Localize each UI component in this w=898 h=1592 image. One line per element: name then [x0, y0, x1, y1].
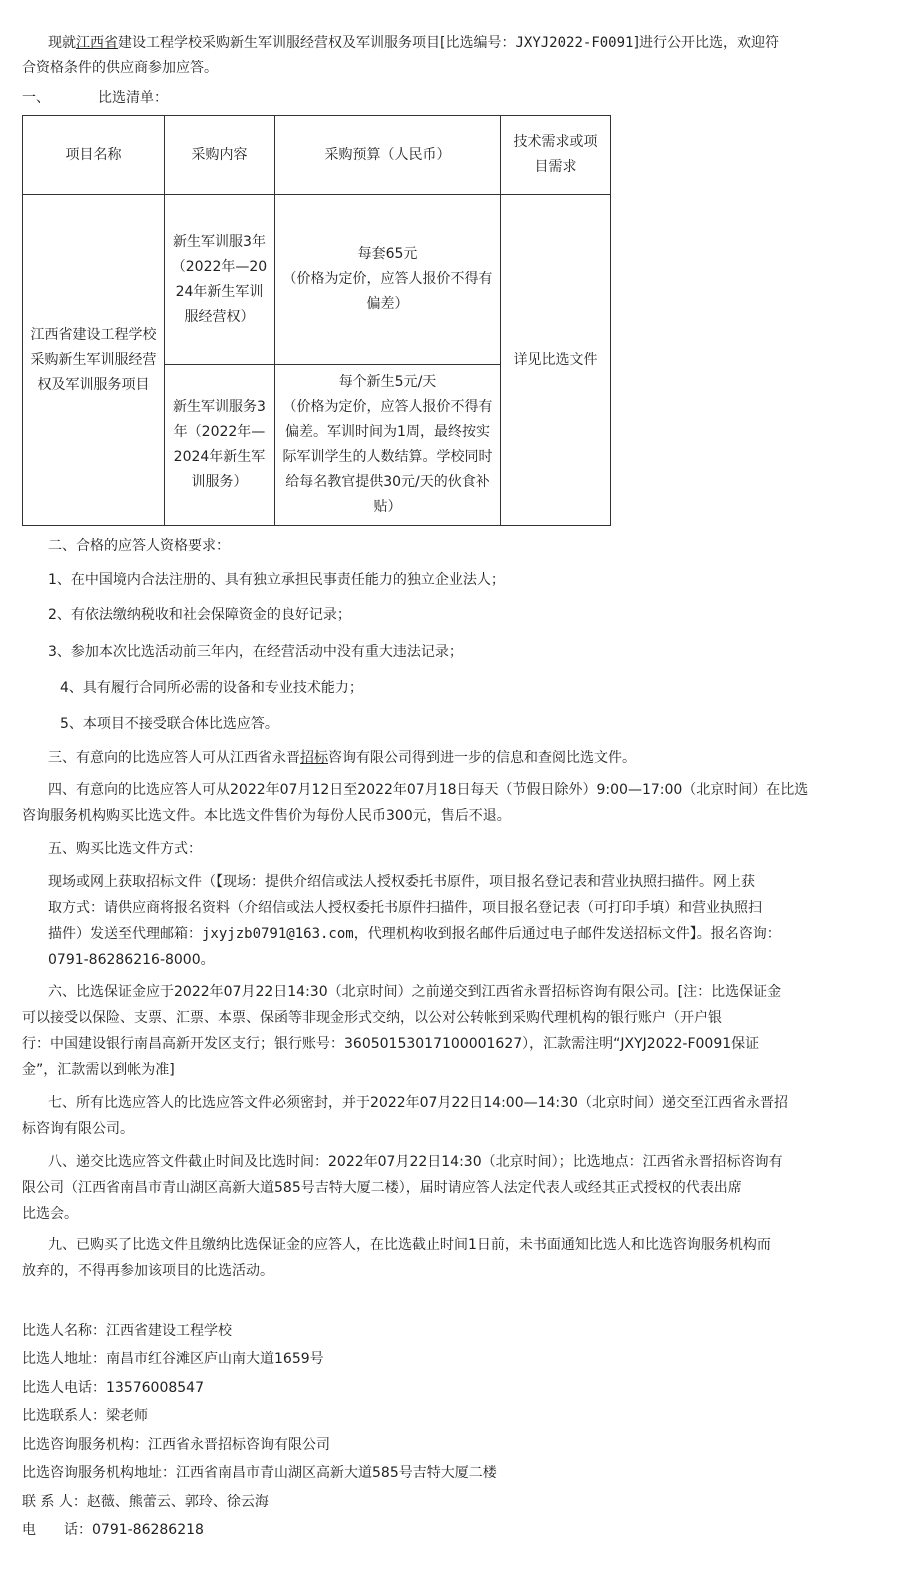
- footer-agency: 比选咨询服务机构：江西省永晋招标咨询有限公司: [22, 1437, 330, 1453]
- section4-line-1: 四、有意向的比选应答人可从2022年07月12日至2022年07月18日每天（节假日除外）9:00—17:00（北京时间）在比选: [48, 782, 809, 798]
- budget-uniform-price: 每套65元: [357, 246, 418, 262]
- budget-service-price: 每个新生5元/天: [338, 374, 437, 390]
- footer-bidder-phone: 比选人电话：13576008547: [22, 1380, 204, 1396]
- section5-line3-suffix: ，代理机构收到报名邮件后通过电子邮件发送招标文件】。报名咨询：: [353, 926, 781, 942]
- section3-prefix: 三、有意向的比选应答人可从江西省永晋: [48, 750, 300, 766]
- section3: [48, 745, 636, 772]
- section9-line-1: 九、已购买了比选文件且缴纳比选保证金的应答人，在比选截止时间1日前，未书面通知比选人和比选咨询服务机构而: [48, 1237, 771, 1253]
- section6-line-4: 金”，汇款需以到帐为准]: [22, 1062, 175, 1078]
- budget-service-note: （价格为定价，应答人报价不得有偏差。军训时间为1周，最终按实际军训学生的人数结算。学校同时给每名教官提供30元/天的伙食补贴）: [282, 399, 493, 515]
- section8-line-1: 八、递交比选应答文件截止时间及比选时间：2022年07月22日14:30（北京时间）；比选地点：江西省永晋招标咨询有: [48, 1154, 783, 1170]
- section7-line-1: 七、所有比选应答人的比选应答文件必须密封，并于2022年07月22日14:00—14:30（北京时间）递交至江西省永晋招: [48, 1095, 788, 1111]
- qualification-item: 3、参加本次比选活动前三年内，在经营活动中没有重大违法记录；: [48, 644, 463, 660]
- intro-suffix: ]进行公开比选，欢迎符: [633, 35, 779, 51]
- section6-line-1: 六、比选保证金应于2022年07月22日14:30（北京时间）之前递交到江西省永晋招标咨询有限公司。[注：比选保证金: [48, 984, 782, 1000]
- footer-agency-address: 比选咨询服务机构地址：江西省南昌市青山湖区高新大道585号吉特大厦二楼: [22, 1465, 497, 1481]
- footer-bidder-name: 比选人名称：江西省建设工程学校: [22, 1323, 232, 1339]
- section6-line-2: 可以接受以保险、支票、汇票、本票、保函等非现金形式交纳，以公对公转帐到采购代理机构的银行账户（开户银: [22, 1010, 722, 1026]
- section3-link[interactable]: 招标: [300, 750, 328, 766]
- section5-line-3: [48, 921, 878, 948]
- cell-content-service: 新生军训服务3年（2022年—2024年新生军训服务）: [165, 365, 275, 526]
- agency-email[interactable]: jxyjzb0791@163.com: [202, 926, 354, 942]
- section5-heading: 五、购买比选文件方式：: [48, 841, 202, 857]
- section1-heading: [22, 85, 168, 112]
- header-project-name: 项目名称: [23, 116, 165, 195]
- section5-line-4: 0791-86286216-8000。: [48, 952, 215, 968]
- section2-heading: 二、合格的应答人资格要求：: [48, 538, 230, 554]
- intro-prefix: 现就: [48, 35, 76, 51]
- section8-line-3: 比选会。: [22, 1206, 78, 1222]
- intro-org-link[interactable]: 江西省: [76, 35, 118, 51]
- budget-uniform-note: （价格为定价，应答人报价不得有偏差）: [282, 271, 493, 312]
- cell-budget-service: [275, 365, 501, 526]
- bid-code: JXYJ2022-F0091: [515, 35, 634, 51]
- footer-bidder-contact: 比选联系人：梁老师: [22, 1408, 148, 1424]
- qualification-item: 2、有依法缴纳税收和社会保障资金的良好记录；: [48, 607, 351, 623]
- cell-project-name: 江西省建设工程学校采购新生军训服经营权及军训服务项目: [23, 195, 165, 526]
- section1-title: 比选清单：: [98, 90, 168, 106]
- footer-bidder-address: 比选人地址：南昌市红谷滩区庐山南大道1659号: [22, 1351, 324, 1367]
- section4-line-2: 咨询服务机构购买比选文件。本比选文件售价为每份人民币300元，售后不退。: [22, 808, 511, 824]
- header-requirement: 技术需求或项目需求: [501, 116, 611, 195]
- qualification-item: 5、本项目不接受联合体比选应答。: [60, 716, 279, 732]
- table-row: [23, 195, 611, 365]
- section9-line-2: 放弃的，不得再参加该项目的比选活动。: [22, 1263, 274, 1279]
- procurement-table: [22, 115, 611, 526]
- section1-number: 一、: [22, 90, 50, 106]
- qualification-item: 1、在中国境内合法注册的、具有独立承担民事责任能力的独立企业法人；: [48, 572, 505, 588]
- cell-content-uniform: 新生军训服3年（2022年—2024年新生军训服经营权）: [165, 195, 275, 365]
- intro-middle: 建设工程学校采购新生军训服经营权及军训服务项目[比选编号：: [118, 35, 516, 51]
- qualification-item: 4、具有履行合同所必需的设备和专业技术能力；: [60, 680, 363, 696]
- header-content: 采购内容: [165, 116, 275, 195]
- intro-line-1: [48, 30, 878, 57]
- table-header-row: [23, 116, 611, 195]
- footer-telephone: 电 话：0791-86286218: [22, 1522, 204, 1538]
- section5-line3-prefix: 描件）发送至代理邮箱：: [48, 926, 202, 942]
- section7-line-2: 标咨询有限公司。: [22, 1121, 134, 1137]
- section5-line-1: 现场或网上获取招标文件（【现场：提供介绍信或法人授权委托书原件，项目报名登记表和营业执照扫描件。网上获: [48, 874, 755, 890]
- section5-line-2: 取方式：请供应商将报名资料（介绍信或法人授权委托书原件扫描件，项目报名登记表（可打印手填）和营业执照扫: [48, 900, 762, 916]
- cell-budget-uniform: [275, 195, 501, 365]
- section6-line-3: 行：中国建设银行南昌高新开发区支行；银行账号：36050153017100001627），汇款需注明“JXYJ2022-F0091保证: [22, 1036, 760, 1052]
- intro-line-2: 合资格条件的供应商参加应答。: [22, 60, 218, 76]
- section3-suffix: 咨询有限公司得到进一步的信息和查阅比选文件。: [328, 750, 636, 766]
- cell-requirement: 详见比选文件: [501, 195, 611, 526]
- footer-contacts: 联 系 人：赵薇、熊蕾云、郭玲、徐云海: [22, 1494, 269, 1510]
- section8-line-2: 限公司（江西省南昌市青山湖区高新大道585号吉特大厦二楼），届时请应答人法定代表人或经其正式授权的代表出席: [22, 1180, 742, 1196]
- header-budget: 采购预算（人民币）: [275, 116, 501, 195]
